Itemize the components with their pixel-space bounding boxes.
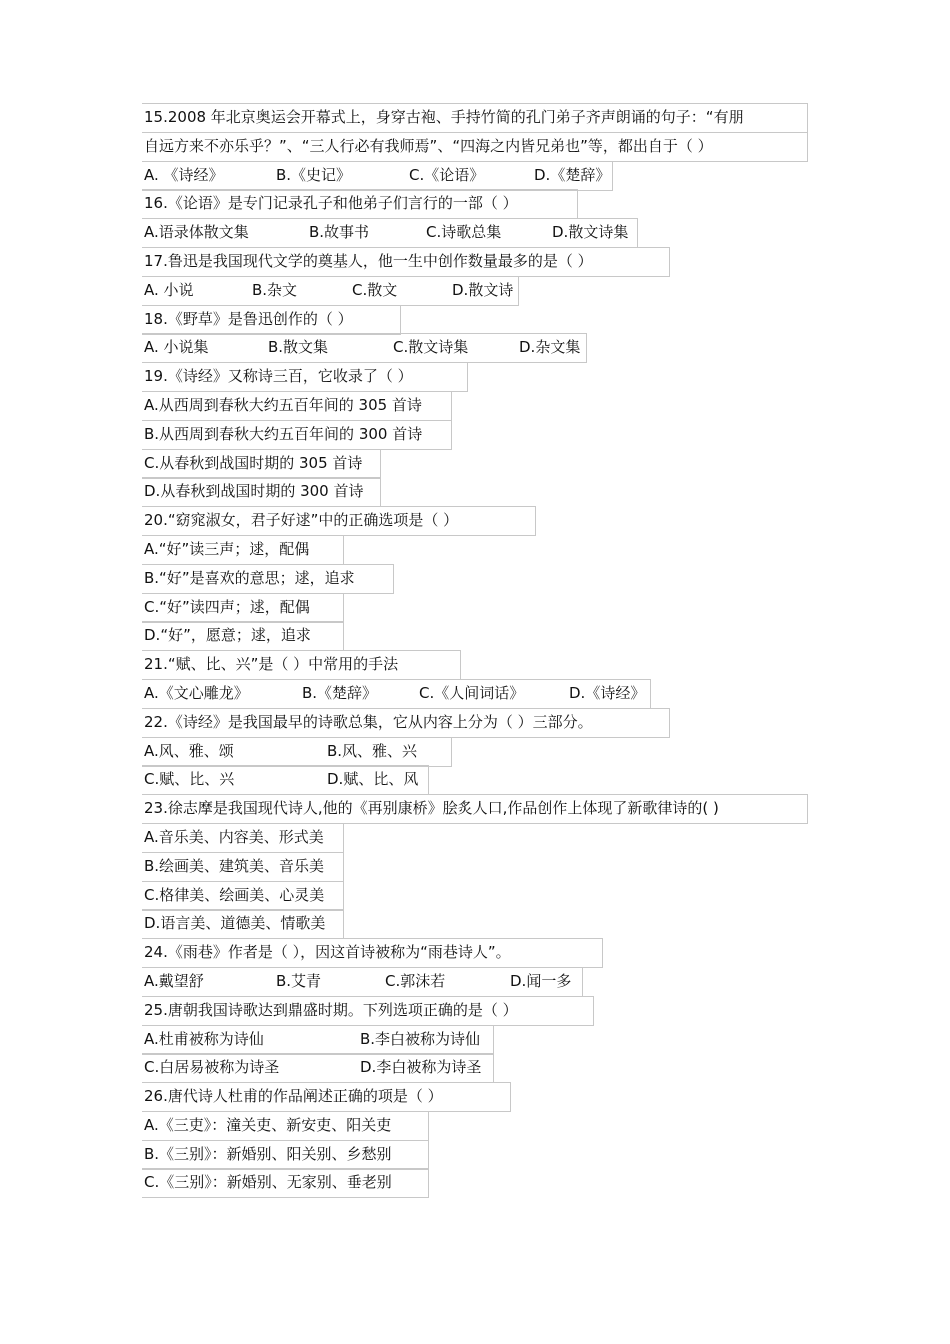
option-row <box>144 477 809 506</box>
option-row <box>144 1111 809 1140</box>
question-text: 25.唐朝我国诗歌达到鼎盛时期。下列选项正确的是（ ） <box>144 1000 518 1019</box>
option-b[interactable]: B.《三别》：新婚别、阳关别、乡愁别 <box>144 1144 392 1163</box>
question-21 <box>144 650 809 708</box>
option-c[interactable]: C.诗歌总集 <box>426 223 502 242</box>
option-a[interactable]: A.杜甫被称为诗仙 <box>144 1029 264 1048</box>
option-d[interactable]: D.散文诗集 <box>552 223 629 242</box>
question-text: 22.《诗经》是我国最早的诗歌总集，它从内容上分为（ ）三部分。 <box>144 712 593 731</box>
question-stem <box>144 996 809 1025</box>
option-row <box>144 333 809 362</box>
option-row <box>144 621 809 650</box>
option-b[interactable]: B.《楚辞》 <box>302 683 378 702</box>
question-stem <box>144 132 809 161</box>
question-stem <box>144 247 809 276</box>
option-c[interactable]: C.《论语》 <box>409 165 485 184</box>
question-18 <box>144 305 809 363</box>
option-row <box>144 823 809 852</box>
question-stem <box>144 362 809 391</box>
question-text: 16.《论语》是专门记录孔子和他弟子们言行的一部（ ） <box>144 194 518 213</box>
question-stem <box>144 189 809 218</box>
option-a[interactable]: A. 《诗经》 <box>144 165 224 184</box>
option-row <box>144 967 809 996</box>
option-a[interactable]: A.《文心雕龙》 <box>144 683 249 702</box>
option-c[interactable]: C.从春秋到战国时期的 305 首诗 <box>144 453 363 472</box>
option-row <box>144 909 809 938</box>
option-b[interactable]: B.杂文 <box>252 280 298 299</box>
option-row <box>144 1140 809 1169</box>
option-c[interactable]: C.郭沫若 <box>385 971 446 990</box>
option-row <box>144 420 809 449</box>
option-d[interactable]: D.李白被称为诗圣 <box>360 1058 482 1077</box>
question-20 <box>144 506 809 650</box>
option-row <box>144 161 809 190</box>
option-a[interactable]: A.“好”读三声；逑，配偶 <box>144 539 310 558</box>
option-d[interactable]: D.闻一多 <box>510 971 572 990</box>
option-c[interactable]: C.“好”读四声；逑，配偶 <box>144 597 310 616</box>
option-c[interactable]: C.赋、比、兴 <box>144 770 235 789</box>
option-row <box>144 1025 809 1054</box>
question-text: 18.《野草》是鲁迅创作的（ ） <box>144 309 353 328</box>
question-17 <box>144 247 809 305</box>
option-c[interactable]: C.《三别》：新婚别、无家别、垂老别 <box>144 1173 392 1192</box>
question-text: 20.“窈窕淑女，君子好逑”中的正确选项是（ ） <box>144 511 459 530</box>
question-15 <box>144 103 809 189</box>
option-row <box>144 881 809 910</box>
question-19 <box>144 362 809 506</box>
option-b[interactable]: B.“好”是喜欢的意思；逑，追求 <box>144 568 355 587</box>
question-26 <box>144 1082 809 1197</box>
option-b[interactable]: B.从西周到春秋大约五百年间的 300 首诗 <box>144 424 423 443</box>
option-d[interactable]: D.杂文集 <box>519 338 581 357</box>
option-b[interactable]: B.散文集 <box>268 338 329 357</box>
option-row <box>144 679 809 708</box>
question-22 <box>144 708 809 794</box>
option-c[interactable]: C.散文诗集 <box>393 338 469 357</box>
question-16 <box>144 189 809 247</box>
option-c[interactable]: C.散文 <box>352 280 398 299</box>
option-row <box>144 449 809 478</box>
question-23 <box>144 794 809 938</box>
option-d[interactable]: D.从春秋到战国时期的 300 首诗 <box>144 482 364 501</box>
option-row <box>144 564 809 593</box>
option-b[interactable]: B.绘画美、建筑美、音乐美 <box>144 856 325 875</box>
option-a[interactable]: A.风、雅、颂 <box>144 741 234 760</box>
option-a[interactable]: A. 小说集 <box>144 338 209 357</box>
option-c[interactable]: C.格律美、绘画美、心灵美 <box>144 885 325 904</box>
question-text: 19.《诗经》又称诗三百，它收录了（ ） <box>144 367 413 386</box>
option-b[interactable]: B.《史记》 <box>276 165 352 184</box>
option-d[interactable]: D.“好”，愿意；逑，追求 <box>144 626 311 645</box>
option-d[interactable]: D.《楚辞》 <box>534 165 611 184</box>
question-stem <box>144 305 809 334</box>
question-stem <box>144 794 809 823</box>
question-text: 24.《雨巷》作者是（ ），因这首诗被称为“雨巷诗人”。 <box>144 943 511 962</box>
option-row <box>144 1053 809 1082</box>
option-a[interactable]: A.从西周到春秋大约五百年间的 305 首诗 <box>144 395 422 414</box>
question-stem <box>144 506 809 535</box>
option-a[interactable]: A. 小说 <box>144 280 194 299</box>
option-d[interactable]: D.散文诗 <box>452 280 514 299</box>
option-b[interactable]: B.艾青 <box>276 971 322 990</box>
question-24 <box>144 938 809 996</box>
option-a[interactable]: A.《三吏》：潼关吏、新安吏、阳关吏 <box>144 1115 392 1134</box>
question-stem <box>144 650 809 679</box>
option-row <box>144 593 809 622</box>
question-stem <box>144 1082 809 1111</box>
question-list <box>144 103 809 1197</box>
question-stem <box>144 103 809 132</box>
option-row <box>144 1168 809 1197</box>
question-stem <box>144 708 809 737</box>
option-b[interactable]: B.故事书 <box>309 223 370 242</box>
option-a[interactable]: A.音乐美、内容美、形式美 <box>144 827 324 846</box>
option-c[interactable]: C.白居易被称为诗圣 <box>144 1058 280 1077</box>
option-row <box>144 765 809 794</box>
question-text: 23.徐志摩是我国现代诗人,他的《再别康桥》脍炙人口,作品创作上体现了新歌律诗的( ) <box>144 799 719 818</box>
question-text: 自远方来不亦乐乎？”、“三人行必有我师焉”、“四海之内皆兄弟也”等，都出自于（ ） <box>144 136 713 155</box>
option-a[interactable]: A.戴望舒 <box>144 971 204 990</box>
option-d[interactable]: D.赋、比、风 <box>327 770 419 789</box>
option-a[interactable]: A.语录体散文集 <box>144 223 249 242</box>
question-text: 21.“赋、比、兴”是（ ）中常用的手法 <box>144 655 399 674</box>
question-25 <box>144 996 809 1082</box>
question-text: 17.鲁迅是我国现代文学的奠基人，他一生中创作数量最多的是（ ） <box>144 251 593 270</box>
question-stem <box>144 938 809 967</box>
option-c[interactable]: C.《人间词话》 <box>419 683 525 702</box>
option-row <box>144 535 809 564</box>
option-b[interactable]: B.风、雅、兴 <box>327 741 418 760</box>
option-d[interactable]: D.语言美、道德美、情歌美 <box>144 914 326 933</box>
question-text: 26.唐代诗人杜甫的作品阐述正确的项是（ ） <box>144 1087 443 1106</box>
question-text: 15.2008 年北京奥运会开幕式上，身穿古袍、手持竹简的孔门弟子齐声朗诵的句子：“有朋 <box>144 108 744 126</box>
option-row <box>144 276 809 305</box>
option-row <box>144 218 809 247</box>
option-row <box>144 391 809 420</box>
option-row <box>144 852 809 881</box>
option-row <box>144 737 809 766</box>
option-b[interactable]: B.李白被称为诗仙 <box>360 1029 481 1048</box>
option-d[interactable]: D.《诗经》 <box>569 683 646 702</box>
